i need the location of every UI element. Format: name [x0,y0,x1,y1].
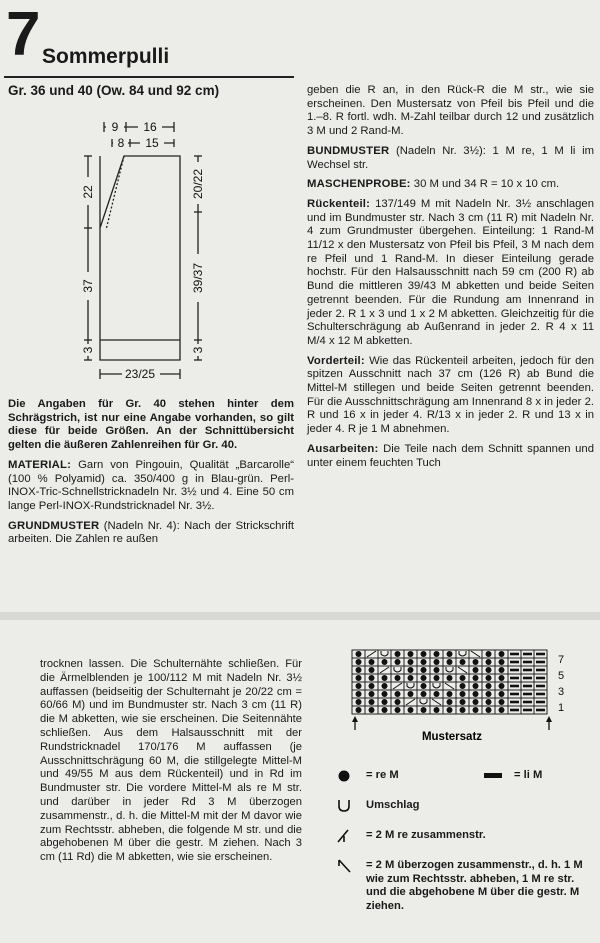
material-paragraph [8,459,294,514]
chart-caption: Mustersatz [421,731,483,743]
chart-knit-mark [473,699,479,705]
schematic-diagram [70,112,230,390]
chart-knit-mark [486,683,492,689]
chart-purl-mark [523,653,532,656]
vorderteil-paragraph [307,355,594,437]
chart-knit-mark [473,683,479,689]
rueckenteil-label: Rückenteil: [307,197,371,210]
chart-knit-mark [395,675,401,681]
chart-knit-mark [395,651,401,657]
chart-knit-mark [382,659,388,665]
chart-knit-mark [408,659,414,665]
chart-knit-mark [434,675,440,681]
chart-knit-mark [434,651,440,657]
chart-knit-mark [356,691,362,697]
chart-purl-mark [536,669,545,672]
size-note: Die Angaben für Gr. 40 stehen hinter dem Schrägstrich, ist nur eine Angabe vorhanden, so gilt diese für beide Größen. An der Schnittübersicht gelten die äußeren Zahlenreihen für Gr. 40. [8,398,294,452]
continued-paragraph: geben die R an, in den Rück-R die M str., wie sie erscheinen. Den Mustersatz von Pfeil bis Pfeil und die 1.–8. R fortl. wdh. M-Zahl teilbar durch 12 und zusätzlich 3 M und 2 Rand-M. [307,84,594,138]
chart-knit-mark [382,699,388,705]
chart-knit-mark [447,691,453,697]
height-3-left: 3 [81,346,95,354]
chart-cell [417,698,430,706]
chart-knit-mark [369,683,375,689]
bundmuster-label: BUNDMUSTER [307,144,390,157]
chart-knit-mark [356,651,362,657]
chart-knit-mark [408,675,414,681]
chart-knit-mark [356,667,362,673]
chart-knit-mark [369,675,375,681]
chart-purl-mark [536,661,545,664]
row-number-3: 3 [558,686,565,698]
chart-knit-mark [408,667,414,673]
chart-knit-mark [486,675,492,681]
chart-purl-mark [536,701,545,704]
chart-knit-mark [356,675,362,681]
chart-purl-mark [536,693,545,696]
chart-knit-mark [434,691,440,697]
chart-cell [378,650,391,658]
grundmuster-text: (Nadeln Nr. 4): Nach der Strickschrift arbeiten. Die Zahlen re außen [8,519,294,546]
chart-knit-mark [421,675,427,681]
vorderteil-label: Vorderteil: [307,354,365,367]
chart-purl-mark [510,653,519,656]
chart-purl-mark [523,677,532,680]
page-title: Sommerpulli [42,45,170,68]
material-label: MATERIAL: [8,458,72,471]
chart-knit-mark [499,659,505,665]
legend-row-2 [334,798,596,814]
chart-knit-mark [369,659,375,665]
height-22: 22 [81,185,95,199]
grundmuster-label: GRUNDMUSTER [8,519,100,532]
sizes-heading: Gr. 36 und 40 (Ow. 84 und 92 cm) [8,83,220,98]
chart-knit-mark [434,707,440,713]
chart-knit-mark [395,699,401,705]
chart-knit-mark [434,667,440,673]
rueckenteil-paragraph [307,198,594,349]
chart-purl-mark [510,661,519,664]
chart-knit-mark [382,707,388,713]
right-column [307,84,594,476]
maschenprobe-text: 30 M und 34 R = 10 x 10 cm. [410,178,560,191]
chart-knit-mark [486,651,492,657]
chart-knit-mark [447,675,453,681]
material-text: Garn von Pingouin, Qualität „Barcarolle“ (100 % Polyamid) ca. 350/400 g in Blau-grün. Perl-INOX-Tric-Schnellstricknadeln Nr. 3½ und 4. Eine 50 cm lange Perl-INOX-Rundstricknadel Nr. 3½. [8,458,294,512]
chart-knit-mark [356,699,362,705]
chart-knit-mark [486,659,492,665]
chart-knit-mark [434,659,440,665]
chart-knit-mark [421,659,427,665]
knitting-chart [340,648,580,748]
chart-knit-mark [356,707,362,713]
row-number-7: 7 [558,654,565,666]
chart-purl-mark [536,653,545,656]
chart-purl-mark [510,677,519,680]
chart-knit-mark [460,707,466,713]
ausarbeiten-text: Die Teile nach dem Schnitt spannen und unter einem feuchten Tuch [307,442,594,469]
width-16: 16 [143,120,157,134]
chart-knit-mark [369,667,375,673]
bottom-left-column [40,658,302,871]
ausarbeiten-paragraph [307,443,594,470]
chart-cell [456,650,469,658]
legend-row-1 [334,768,596,784]
chart-purl-mark [523,701,532,704]
legend-row-3 [334,828,596,844]
chart-purl-mark [523,685,532,688]
chart-knit-mark [473,659,479,665]
chart-knit-mark [460,675,466,681]
chart-purl-mark [510,693,519,696]
legend-li-m: = li M [514,769,543,781]
chart-knit-mark [460,699,466,705]
chart-knit-mark [395,659,401,665]
left-lean-icon [336,858,352,874]
bottom-page [0,620,600,943]
rueckenteil-text: 137/149 M mit Nadeln Nr. 3½ anschlagen und im Bundmuster str. Nach 3 cm (11 R) mit Nadeln Nr. 4 zum Grundmuster übergehen. Einteilung: 1 Rand-M 11/12 x den Mustersatz von Pfeil bis Pfeil, 3 M nach dem re Pfeil und 1 Rand-M. In dieser Einteilung gerade hochstr. Für den Halsausschnitt nach 59 cm (200 R) ab Bund die mittleren 39/43 M abketten und beide Seiten getrennt beenden. Für die Rundung am Innenrand in jeder 2. R 1 x 3 und 1 x 2 M abketten. Gleichzeitig für die Schulterschrägung ab Außenrand in jeder 2. R 4 x 11 M/4 x 12 M abketten. [307,197,594,347]
right-lean-icon [336,828,352,844]
chart-knit-mark [382,683,388,689]
legend-re-m: = re M [366,769,399,781]
chart-knit-mark [499,683,505,689]
chart-cell [404,682,417,690]
chart-purl-mark [510,669,519,672]
chart-knit-mark [447,699,453,705]
chart-purl-mark [536,709,545,712]
legend-ueberzogen: = 2 M überzogen zusammenstr., d. h. 1 M wie zum Rechtsstr. abheben, 1 M re str. und die abgehobene M über die gestr. M ziehen. [366,859,583,912]
u-icon [336,798,352,814]
chart-knit-mark [460,683,466,689]
chart-knit-mark [447,651,453,657]
width-23-25: 23/25 [124,367,156,381]
chart-knit-mark [395,691,401,697]
pattern-number: 7 [6,0,41,69]
chart-cell [430,682,443,690]
row-number-1: 1 [558,702,565,714]
chart-knit-mark [408,691,414,697]
chart-purl-mark [536,685,545,688]
chart-knit-mark [421,683,427,689]
chart-knit-mark [473,691,479,697]
left-column [8,398,294,553]
chart-cell [443,666,456,674]
legend-zusammen: = 2 M re zusammenstr. [366,829,486,841]
chart-knit-mark [421,691,427,697]
vorderteil-text: Wie das Rückenteil arbeiten, jedoch für den spitzen Ausschnitt nach 37 cm (126 R) ab Bund die Mittel-M stillegen und beide Seiten getrennt beenden. Für die Ausschnittschrägung am Innenrand 8 x in jeder 2. R und 16 x in jeder 4. R/13 x in jeder 2. R und 13 x in jeder 4. R je 1 M abnehmen. [307,354,594,436]
bundmuster-text: (Nadeln Nr. 3½): 1 M re, 1 M li im Wechsel str. [307,144,594,171]
height-3-right: 3 [191,346,205,354]
chart-knit-mark [460,691,466,697]
chart-knit-mark [486,667,492,673]
width-15: 15 [145,136,159,150]
chart-knit-mark [486,707,492,713]
chart-knit-mark [473,707,479,713]
page-gap [0,612,600,620]
chart-knit-mark [460,659,466,665]
chart-knit-mark [369,691,375,697]
chart-knit-mark [356,659,362,665]
chart-knit-mark [421,651,427,657]
chart-knit-mark [447,707,453,713]
chart-purl-mark [523,709,532,712]
chart-knit-mark [499,699,505,705]
ausarbeiten-continued: trocknen lassen. Die Schulternähte schließen. Für die Ärmelblenden je 100/112 M mit Nadeln Nr. 3½ auffassen (beidseitig der Schulternaht je 20/22 cm = 60/66 M) und im Bundmuster str. Nach 3 cm (11 R) die M abketten, wie sie erscheinen. Die Seitennähte schließen. Aus dem Halsausschnitt mit der Rundstricknadel 170/176 M auffassen (je Ausschnittschrägung 60 M, die stillgelegte Mittel-M und 49/55 M aus dem Rückenteil) und in Rd im Bundmuster str. Die vordere Mittel-M als re M str. und darüber in jeder Rd 3 M überzogen zusammenstr., d. h. die Mittel-M mit der M davor wie zum Rechtsstr. abheben, die folgende M str. und die abgehobenen M über die gestr. M ziehen. Nach 3 cm (11 Rd) die M abketten, wie sie erscheinen. [40,658,302,864]
chart-knit-mark [499,651,505,657]
grundmuster-paragraph [8,520,294,547]
maschenprobe-paragraph [307,178,594,192]
bundmuster-paragraph [307,145,594,172]
chart-knit-mark [408,651,414,657]
chart-purl-mark [510,685,519,688]
chart-purl-mark [536,677,545,680]
height-39-37: 39/37 [191,262,205,294]
chart-knit-mark [499,675,505,681]
chart-knit-mark [499,707,505,713]
chart-knit-mark [356,683,362,689]
chart-purl-mark [523,661,532,664]
maschenprobe-label: MASCHENPROBE: [307,178,411,191]
chart-knit-mark [369,707,375,713]
ausarbeiten-label: Ausarbeiten: [307,442,379,455]
chart-purl-mark [510,701,519,704]
legend-umschlag: Umschlag [366,799,420,811]
chart-knit-mark [447,659,453,665]
chart-knit-mark [473,667,479,673]
chart-knit-mark [408,707,414,713]
chart-knit-mark [421,667,427,673]
chart-knit-mark [499,691,505,697]
width-8: 8 [117,136,125,150]
chart-knit-mark [382,691,388,697]
height-37: 37 [81,279,95,293]
chart-knit-mark [499,667,505,673]
chart-cell [391,666,404,674]
title-rule [4,76,294,78]
chart-knit-mark [421,707,427,713]
chart-purl-mark [523,669,532,672]
dot-icon [337,769,351,783]
chart-knit-mark [486,699,492,705]
chart-purl-mark [523,693,532,696]
chart-knit-mark [382,675,388,681]
chart-purl-mark [510,709,519,712]
width-9: 9 [111,120,119,134]
height-20-22: 20/22 [191,168,205,200]
chart-knit-mark [395,707,401,713]
chart-knit-mark [473,675,479,681]
chart-knit-mark [369,699,375,705]
chart-knit-mark [486,691,492,697]
bar-icon [484,773,504,779]
row-number-5: 5 [558,670,565,682]
